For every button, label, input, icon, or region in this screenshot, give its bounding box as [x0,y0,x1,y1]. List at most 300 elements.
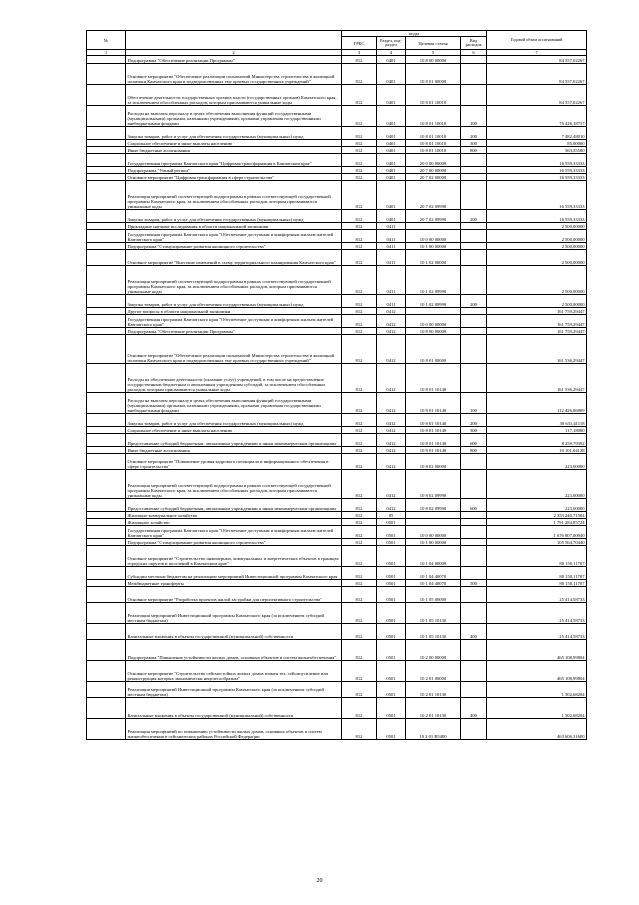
row-grbs: 812 [342,454,377,470]
row-number [87,64,126,85]
row-number [87,308,126,315]
row-grbs: 812 [342,603,377,624]
row-name: Социальное обеспечение и иные выплаты населению [126,140,342,147]
table-row [87,414,587,427]
row-section: 0411 [377,230,406,243]
row-expense [461,335,487,364]
table-row [87,174,587,181]
header-number: № [87,31,126,50]
row-section: 0401 [377,210,406,223]
row-name: Подпрограмма "Обеспечение реализации Программы" [126,328,342,335]
row-section: 0412 [377,434,406,447]
table-row [87,106,587,127]
row-number [87,106,126,127]
row-amount: 16 559,33333 [487,167,587,174]
row-name: Подпрограмма "Стимулирование развития жилищного строительства" [126,243,342,250]
row-section: 0501 [377,580,406,587]
table-row [87,580,587,587]
row-grbs: 812 [342,230,377,243]
row-number [87,539,126,546]
row-name: Межбюджетные трансферты [126,580,342,587]
table-row [87,719,587,740]
row-amount: 463 606,31600 [487,719,587,740]
table-row [87,335,587,364]
row-amount: 465 108,99804 [487,661,587,682]
row-target: 10 2 01 10130 [406,682,461,698]
row-target: 10 0 00 00000 [406,526,461,539]
table-row [87,56,587,64]
row-number [87,154,126,167]
row-amount: 25 414,58733 [487,624,587,640]
row-target: 10 8 01 10140 [406,447,461,454]
row-expense [461,167,487,174]
row-expense [461,603,487,624]
row-target: 10 8 01 10140 [406,427,461,434]
row-number [87,512,126,519]
row-number [87,470,126,499]
row-expense [461,243,487,250]
row-name: Основное мероприятие "Строительство инженерных, коммунальных и энергетических объектов в границах городских округов и поселений в Камчатском крае" [126,546,342,567]
row-amount: 8 259,79392 [487,434,587,447]
row-expense [461,85,487,106]
row-expense [461,567,487,580]
row-grbs: 812 [342,147,377,154]
row-section: 0412 [377,308,406,315]
row-grbs: 812 [342,85,377,106]
header-target: Целевая статья [406,37,461,50]
row-section: 0412 [377,335,406,364]
row-amount: 84 557,02267 [487,64,587,85]
row-grbs: 812 [342,106,377,127]
row-number [87,174,126,181]
row-expense [461,587,487,603]
row-amount: 465 108,99804 [487,640,587,661]
row-expense: 200 [461,127,487,140]
row-amount: 223,00000 [487,454,587,470]
row-section: 0412 [377,427,406,434]
col-number-7: 7 [487,50,587,56]
row-target: 10 1 05 00000 [406,587,461,603]
row-name: Государственная программа Камчатского края "Обеспечение доступным и комфортным жильем жителей Камчатского края" [126,315,342,328]
row-grbs: 812 [342,295,377,308]
row-target: 10 1 02 00000 [406,250,461,266]
row-amount: 10 101,04128 [487,447,587,454]
row-target: 10 1 04 40070 [406,580,461,587]
row-section: 0412 [377,499,406,512]
row-number [87,140,126,147]
row-grbs: 812 [342,512,377,519]
row-expense: 400 [461,698,487,719]
table-row [87,546,587,567]
row-amount: 117,18000 [487,427,587,434]
row-expense: 200 [461,414,487,427]
row-amount: 16 559,33333 [487,154,587,167]
row-grbs: 812 [342,250,377,266]
row-expense [461,64,487,85]
row-name: Реализация мероприятий Инвестиционной программы Камчатского края (за исключением субсидий местным бюджетам) [126,682,342,698]
row-grbs: 812 [342,447,377,454]
row-grbs: 812 [342,140,377,147]
row-expense: 800 [461,447,487,454]
page-number: 20 [316,878,323,884]
row-expense [461,223,487,230]
row-target: 10 8 00 00000 [406,328,461,335]
table-row [87,603,587,624]
row-grbs: 812 [342,719,377,740]
row-grbs: 812 [342,181,377,210]
row-grbs: 812 [342,154,377,167]
table-row [87,640,587,661]
row-name: Жилищно-коммунальное хозяйство [126,512,342,519]
row-grbs: 812 [342,526,377,539]
row-section: 05 [377,512,406,519]
row-section: 0501 [377,519,406,526]
row-expense: 600 [461,434,487,447]
row-name: Закупка товаров, работ и услуг для обеспечения государственных (муниципальных) нужд [126,127,342,140]
col-number-4: 4 [377,50,406,56]
row-expense [461,328,487,335]
row-section: 0412 [377,315,406,328]
row-number [87,56,126,64]
row-number [87,210,126,223]
row-amount: 2 500,00000 [487,295,587,308]
row-section: 0401 [377,56,406,64]
row-name: Реализация мероприятий соответствующей подпрограммы в рамках соответствующей государственной программы Камчатского края, за исключением обособленных расходов, которым присваиваются уникальные коды [126,470,342,499]
table-row [87,210,587,223]
row-amount: 563,35500 [487,147,587,154]
row-grbs: 812 [342,640,377,661]
row-grbs: 812 [342,266,377,295]
row-target: 10 8 01 10010 [406,85,461,106]
row-target [406,512,461,519]
table-row [87,512,587,519]
row-amount: 105 564,70440 [487,539,587,546]
row-target: 10 2 01 00000 [406,661,461,682]
row-amount: 223,00000 [487,499,587,512]
row-section: 0501 [377,682,406,698]
row-amount: 223,00000 [487,470,587,499]
row-grbs: 812 [342,539,377,546]
row-expense [461,250,487,266]
row-name: Основное мероприятие "Разработка проектов жилой застройки для перспективного строительства" [126,587,342,603]
row-name: Подпрограмма "Умный регион" [126,167,342,174]
row-grbs: 812 [342,427,377,434]
row-expense: 100 [461,106,487,127]
header-grbs: ГРБС [342,37,377,50]
col-number-1: 1 [87,50,126,56]
table-row [87,230,587,243]
row-grbs: 812 [342,519,377,526]
row-expense [461,56,487,64]
row-amount: 16 559,33333 [487,210,587,223]
header-name [126,31,342,50]
table-row [87,526,587,539]
row-name: Закупка товаров, работ и услуг для обеспечения государственных (муниципальных) нужд [126,210,342,223]
row-name: Подпрограмма "Стимулирование развития жилищного строительства" [126,539,342,546]
header-codes: коды [342,31,487,37]
row-amount: 2 500,00000 [487,223,587,230]
table-row [87,499,587,512]
header-expense: Вид расходов [461,37,487,50]
table-row [87,328,587,335]
row-number [87,295,126,308]
row-grbs: 812 [342,328,377,335]
row-grbs: 812 [342,580,377,587]
row-grbs: 812 [342,624,377,640]
row-section: 0412 [377,393,406,414]
row-section: 0401 [377,106,406,127]
row-section: 0412 [377,447,406,454]
row-grbs: 812 [342,587,377,603]
row-section: 0501 [377,526,406,539]
row-section: 0412 [377,470,406,499]
row-section: 0412 [377,454,406,470]
row-target: 10 1 02 09990 [406,266,461,295]
row-target: 10 8 01 00000 [406,64,461,85]
table-row [87,167,587,174]
row-name: Закупка товаров, работ и услуг для обеспечения государственных (муниципальных) нужд [126,414,342,427]
row-target: 10 8 01 10140 [406,393,461,414]
row-amount: 2 500,00000 [487,230,587,243]
row-amount: 25 414,58733 [487,603,587,624]
row-section: 0411 [377,223,406,230]
row-section: 0411 [377,266,406,295]
row-number [87,526,126,539]
row-target: 10 8 01 10140 [406,434,461,447]
row-name: Реализация мероприятий Инвестиционной программы Камчатского края (за исключением субсидий местным бюджетам) [126,603,342,624]
row-section: 0401 [377,181,406,210]
row-amount: 16 559,33333 [487,174,587,181]
table-row [87,539,587,546]
row-name: Основное мероприятие "Обеспечение реализации полномочий Министерства строительства и жилищной политики Камчатского края и подведомственных ему краевых государственных учреждений" [126,64,342,85]
row-amount: 76 426,18757 [487,106,587,127]
row-grbs: 812 [342,499,377,512]
row-grbs: 812 [342,308,377,315]
row-amount: 80 150,11707 [487,567,587,580]
row-section: 0411 [377,295,406,308]
row-name: Реализация мероприятий по повышению устойчивости жилых домов, основных объектов и систем жизнеобеспечения в сейсмических районах Российской Федерации [126,719,342,740]
row-number [87,427,126,434]
row-name: Обеспечение деятельности государственных органов власти (государственных органов) Камчатского края, за исключением обособленных расходов, которым присваиваются уникальные коды [126,85,342,106]
row-expense: 400 [461,624,487,640]
row-expense [461,154,487,167]
row-number [87,499,126,512]
row-amount: 2 500,00000 [487,250,587,266]
row-name: Иные бюджетные ассигнования [126,447,342,454]
row-grbs: 812 [342,56,377,64]
row-expense: 600 [461,499,487,512]
budget-document [86,30,586,740]
row-amount: 80 150,11707 [487,546,587,567]
row-name: Субсидии местным бюджетам на реализацию мероприятий Инвестиционной программы Камчатского края [126,567,342,580]
row-expense: 100 [461,393,487,414]
row-name: Предоставление субсидий бюджетным, автономным учреждениям и иным некоммерческим организациям [126,434,342,447]
row-target: 10 1 02 09990 [406,295,461,308]
row-amount: 2 500,00000 [487,266,587,295]
row-number [87,719,126,740]
row-target: 20 7 02 09990 [406,181,461,210]
row-grbs: 812 [342,567,377,580]
row-number [87,661,126,682]
row-name: Государственная программа Камчатского края "Обеспечение доступным и комфортным жильем жителей Камчатского края" [126,230,342,243]
row-number [87,640,126,661]
row-amount: 161 759,29447 [487,308,587,315]
row-number [87,328,126,335]
row-number [87,454,126,470]
row-number [87,266,126,295]
row-target: 10 8 01 10140 [406,414,461,427]
row-number [87,315,126,328]
row-target: 10 1 05 10130 [406,624,461,640]
row-target: 10 8 01 00000 [406,335,461,364]
row-name: Основное мероприятие "Обеспечение реализации полномочий Министерства строительства и жилищной политики Камчатского края и подведомственных ему краевых государственных учреждений" [126,335,342,364]
row-target: 20 7 02 00000 [406,174,461,181]
row-target: 20 7 02 09990 [406,210,461,223]
row-target: 10 2 00 00000 [406,640,461,661]
row-section: 0412 [377,364,406,393]
row-target: 10 1 00 00000 [406,243,461,250]
row-section: 0501 [377,539,406,546]
table-row [87,147,587,154]
row-section: 0501 [377,698,406,719]
row-expense [461,546,487,567]
table-row [87,250,587,266]
row-expense: 300 [461,427,487,434]
row-name: Другие вопросы в области национальной экономики [126,308,342,315]
row-number [87,335,126,364]
table-row [87,661,587,682]
row-section: 0411 [377,250,406,266]
row-grbs: 812 [342,414,377,427]
row-number [87,447,126,454]
row-section: 0501 [377,640,406,661]
row-number [87,519,126,526]
row-target: 10 8 01 10010 [406,106,461,127]
row-number [87,603,126,624]
col-number-6: 6 [461,50,487,56]
row-grbs: 812 [342,174,377,181]
row-grbs: 812 [342,335,377,364]
row-number [87,624,126,640]
row-name: Государственная программа Камчатского края "Обеспечение доступным и комфортным жильем жителей Камчатского края" [126,526,342,539]
row-target: 10 8 00 00000 [406,56,461,64]
table-row [87,434,587,447]
col-number-3: 3 [342,50,377,56]
row-expense [461,661,487,682]
row-target: 10 8 01 10140 [406,364,461,393]
row-name: Капитальные вложения в объекты государственной (муниципальной) собственности [126,698,342,719]
row-grbs: 812 [342,315,377,328]
row-grbs: 812 [342,546,377,567]
table-row [87,447,587,454]
row-name: Расходы на выплаты персоналу в целях обеспечения выполнения функций государственными (муниципальными) органами, казенными учреждениями, органами управления государственными внебюджетными фондами [126,106,342,127]
budget-table [86,30,587,740]
table-row [87,587,587,603]
row-grbs: 812 [342,682,377,698]
row-number [87,434,126,447]
row-target: 20 0 00 00000 [406,154,461,167]
row-name: Жилищное хозяйство [126,519,342,526]
row-amount: 1 791 284,85724 [487,519,587,526]
row-target: 10 8 01 10010 [406,147,461,154]
table-row [87,85,587,106]
row-expense [461,512,487,519]
row-amount: 161 759,29447 [487,315,587,328]
row-number [87,230,126,243]
row-grbs: 812 [342,698,377,719]
row-name: Расходы на выплаты персоналу в целях обеспечения выполнения функций государственными (муниципальными) органами, казенными учреждениями, органами управления государственными внебюджетными фондами [126,393,342,414]
row-name: Основное мероприятие "Цифровая трансформация в сфере строительства" [126,174,342,181]
table-row [87,181,587,210]
row-target: 10 8 02 00000 [406,454,461,470]
row-expense [461,181,487,210]
row-name: Подпрограмма "Повышение устойчивости жилых домов, основных объектов и систем жизнеобеспечения" [126,640,342,661]
table-row [87,364,587,393]
row-amount: 25 414,58733 [487,587,587,603]
row-expense [461,539,487,546]
row-section: 0401 [377,140,406,147]
row-name: Иные бюджетные ассигнования [126,147,342,154]
row-amount: 2 500,00000 [487,243,587,250]
table-row [87,295,587,308]
row-amount: 80 150,11707 [487,580,587,587]
row-number [87,587,126,603]
row-grbs: 812 [342,223,377,230]
row-grbs: 812 [342,393,377,414]
row-expense [461,719,487,740]
row-expense [461,266,487,295]
row-grbs: 812 [342,64,377,85]
table-row [87,519,587,526]
row-name: Капитальные вложения в объекты государственной (муниципальной) собственности [126,624,342,640]
row-section: 0401 [377,85,406,106]
row-grbs: 812 [342,470,377,499]
row-name: Основное мероприятие "Внесение изменений в схему территориального планирования Камчатского края" [126,250,342,266]
row-number [87,127,126,140]
row-amount: 161 759,29447 [487,328,587,335]
row-target: 10 0 00 00000 [406,230,461,243]
row-target: 10 1 00 00000 [406,539,461,546]
row-number [87,250,126,266]
row-name: Расходы на обеспечение деятельности (оказание услуг) учреждений, в том числе на предоставление государственным бюджетным и автономным учреждениям субсидий, за исключением обособленных расходов, которым присваиваются уникальные коды [126,364,342,393]
row-section: 0401 [377,174,406,181]
row-name: Закупка товаров, работ и услуг для обеспечения государственных (муниципальных) нужд [126,295,342,308]
row-target: 10 1 05 10130 [406,603,461,624]
table-row [87,470,587,499]
row-expense [461,454,487,470]
row-section: 0401 [377,154,406,167]
table-header [87,31,587,56]
row-number [87,682,126,698]
row-grbs: 812 [342,167,377,174]
row-section: 0501 [377,587,406,603]
row-target [406,223,461,230]
row-section: 0501 [377,603,406,624]
row-amount: 1 502,68204 [487,698,587,719]
row-target: 10 2 01 10130 [406,698,461,719]
row-amount: 7 482,48010 [487,127,587,140]
row-name: Предоставление субсидий бюджетным, автономным учреждениям и иным некоммерческим организациям [126,499,342,512]
row-target: 10 0 00 00000 [406,315,461,328]
row-target: 10 8 01 10010 [406,140,461,147]
table-row [87,266,587,295]
row-expense [461,230,487,243]
row-number [87,364,126,393]
header-section: Раздел, под-раздел [377,37,406,50]
row-number [87,414,126,427]
row-expense [461,682,487,698]
row-amount: 112 426,86809 [487,393,587,414]
